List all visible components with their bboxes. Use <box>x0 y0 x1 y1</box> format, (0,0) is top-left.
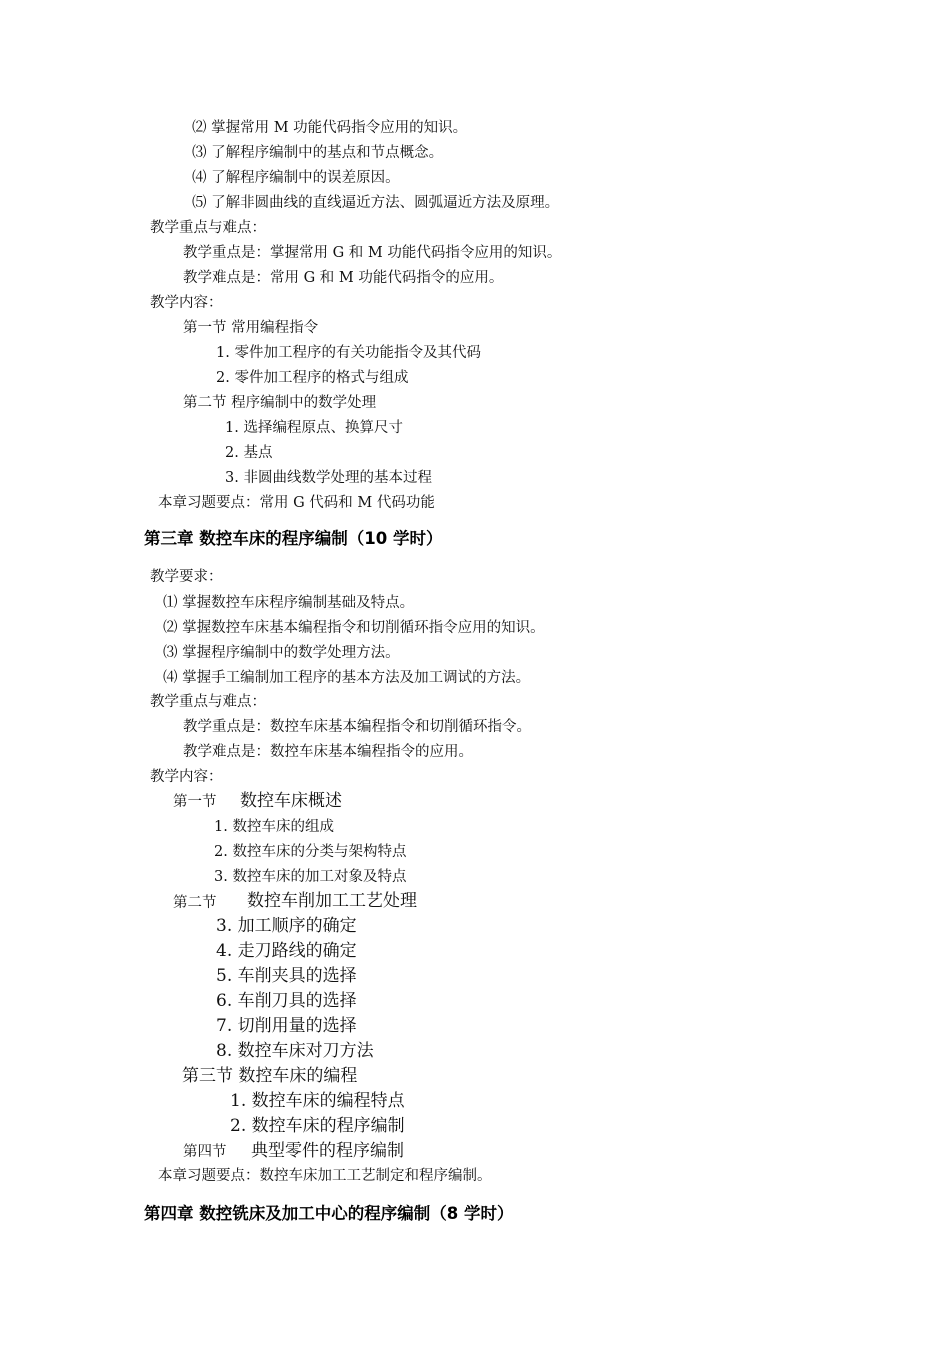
section-title: 典型零件的程序编制 <box>251 1141 404 1161</box>
section-item: 7. 切削用量的选择 <box>216 1016 357 1036</box>
section-item: 5. 车削夹具的选择 <box>216 966 357 986</box>
content-heading: 教学内容： <box>150 295 223 311</box>
key-points-heading: 教学重点与难点： <box>150 694 266 710</box>
section-item: 1. 零件加工程序的有关功能指令及其代码 <box>216 345 481 361</box>
section-item: 1. 数控车床的编程特点 <box>230 1091 405 1111</box>
key-point: 教学重点是：数控车床基本编程指令和切削循环指令。 <box>183 719 531 735</box>
section-title: 数控车削加工工艺处理 <box>247 891 417 911</box>
section-title: 第二节 程序编制中的数学处理 <box>183 395 377 411</box>
key-point: 教学重点是：掌握常用 G 和 M 功能代码指令应用的知识。 <box>183 245 562 261</box>
section-item: 3. 非圆曲线数学处理的基本过程 <box>225 470 432 486</box>
exercise-summary: 本章习题要点：常用 G 代码和 M 代码功能 <box>158 495 435 511</box>
difficulty: 教学难点是：数控车床基本编程指令的应用。 <box>183 744 473 760</box>
section-item: 2. 数控车床的程序编制 <box>230 1116 405 1136</box>
section-number: 第四节 <box>183 1144 227 1160</box>
section-item: 2. 数控车床的分类与架构特点 <box>214 844 407 860</box>
requirement: ⑶ 掌握程序编制中的数学处理方法。 <box>163 645 400 661</box>
requirement: ⑷ 掌握手工编制加工程序的基本方法及加工调试的方法。 <box>163 670 531 686</box>
section-item: 3. 加工顺序的确定 <box>216 916 357 936</box>
section-item: 1. 选择编程原点、换算尺寸 <box>225 420 403 436</box>
section-item: 3. 数控车床的加工对象及特点 <box>214 869 407 885</box>
section-title: 数控车床概述 <box>240 791 342 811</box>
difficulty: 教学难点是：常用 G 和 M 功能代码指令的应用。 <box>183 270 504 286</box>
objective-5: ⑸ 了解非圆曲线的直线逼近方法、圆弧逼近方法及原理。 <box>192 195 560 211</box>
section-item: 2. 基点 <box>225 445 273 461</box>
section-number: 第一节 <box>173 794 217 810</box>
objective-3: ⑶ 了解程序编制中的基点和节点概念。 <box>192 145 444 161</box>
section-title: 第一节 常用编程指令 <box>183 320 319 336</box>
section-title: 第三节 数控车床的编程 <box>182 1066 358 1086</box>
section-item: 4. 走刀路线的确定 <box>216 941 357 961</box>
chapter-title: 第四章 数控铣床及加工中心的程序编制（8 学时） <box>144 1204 514 1223</box>
requirements-heading: 教学要求： <box>150 569 223 585</box>
objective-4: ⑷ 了解程序编制中的误差原因。 <box>192 170 400 186</box>
exercise-summary: 本章习题要点：数控车床加工工艺制定和程序编制。 <box>158 1168 492 1184</box>
section-item: 8. 数控车床对刀方法 <box>216 1041 374 1061</box>
requirement: ⑴ 掌握数控车床程序编制基础及特点。 <box>163 595 415 611</box>
content-heading: 教学内容： <box>150 769 223 785</box>
section-item: 6. 车削刀具的选择 <box>216 991 357 1011</box>
objective-2: ⑵ 掌握常用 M 功能代码指令应用的知识。 <box>192 120 468 136</box>
section-number: 第二节 <box>173 895 217 911</box>
chapter-title: 第三章 数控车床的程序编制（10 学时） <box>144 529 443 548</box>
requirement: ⑵ 掌握数控车床基本编程指令和切削循环指令应用的知识。 <box>163 620 545 636</box>
section-item: 2. 零件加工程序的格式与组成 <box>216 370 409 386</box>
section-item: 1. 数控车床的组成 <box>214 819 334 835</box>
key-points-heading: 教学重点与难点： <box>150 220 266 236</box>
